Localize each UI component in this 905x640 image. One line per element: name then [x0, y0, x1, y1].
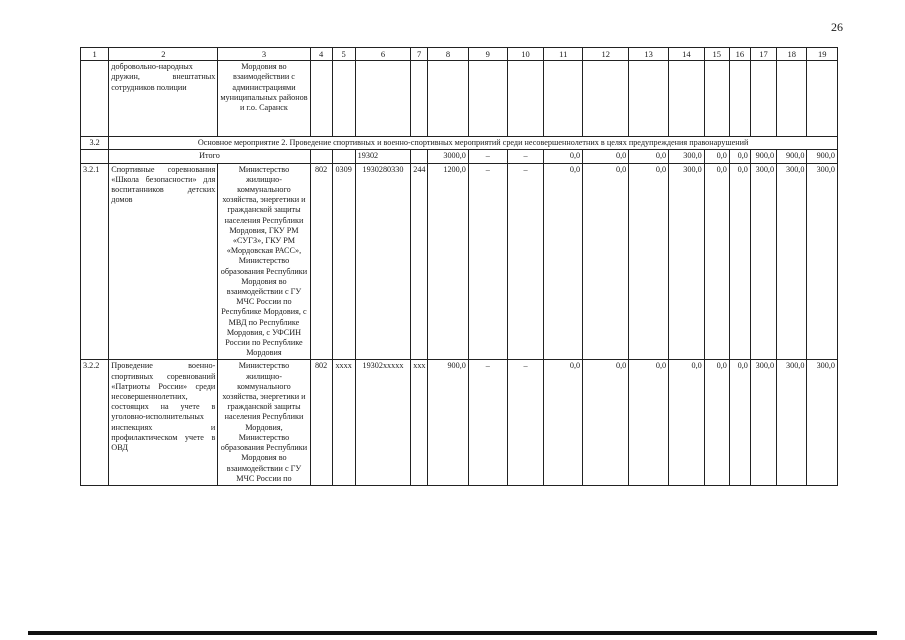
empty-cell — [583, 61, 629, 137]
value-cell: 0,0 — [629, 360, 669, 485]
empty-cell — [507, 61, 544, 137]
empty-cell — [669, 61, 705, 137]
column-number: 14 — [669, 48, 705, 61]
code-cell: хххх — [332, 360, 355, 485]
activity-name-cell: Проведение военно-спортивных соревнований «Патриоты России» среди несовершеннолетних, состоящих на учете в уголовно-исполнительных инспекциях и профилактическом учете в ОВД — [109, 360, 218, 485]
column-number: 4 — [310, 48, 332, 61]
total-value: 0,0 — [729, 150, 750, 163]
code-cell: 802 — [310, 163, 332, 360]
table-row — [81, 360, 838, 485]
total-code: 19302 — [355, 150, 411, 163]
column-number: 10 — [507, 48, 544, 61]
column-number: 11 — [544, 48, 583, 61]
column-number: 9 — [468, 48, 507, 61]
code-cell: 0309 — [332, 163, 355, 360]
value-cell: 300,0 — [777, 163, 807, 360]
total-value: 0,0 — [544, 150, 583, 163]
total-label: Итого — [109, 150, 310, 163]
executor-cell: Министерство жилищно-коммунального хозяйства, энергетики и гражданской защиты населения Республики Мордовия, ГКУ РМ «СУГЗ», ГКУ РМ «Мордовская РАСС», Министерство образования Республики Мордовия во взаимодействии с ГУ МЧС России по Республике Мордовия, с МВД по Республике Мордовия, с УФСИН России по Республике Мордовия — [218, 163, 310, 360]
value-cell: 0,0 — [583, 163, 629, 360]
code-cell: 1930280330 — [355, 163, 411, 360]
activity-name-cell: добровольно-народных дружин, внештатных сотрудников полиции — [109, 61, 218, 137]
empty-cell — [332, 150, 355, 163]
column-number: 16 — [729, 48, 750, 61]
column-number: 13 — [629, 48, 669, 61]
value-cell: 300,0 — [669, 163, 705, 360]
page-number: 26 — [831, 20, 843, 34]
empty-cell — [332, 61, 355, 137]
value-cell: 300,0 — [750, 163, 776, 360]
section-title: Основное мероприятие 2. Проведение спортивных и военно-спортивных мероприятий среди несовершеннолетних в целях предупреждения правонарушений — [109, 137, 838, 150]
column-number: 5 — [332, 48, 355, 61]
value-cell: 300,0 — [807, 163, 838, 360]
total-value: 0,0 — [583, 150, 629, 163]
column-number: 3 — [218, 48, 310, 61]
total-value: 0,0 — [704, 150, 729, 163]
total-value: 900,0 — [807, 150, 838, 163]
value-cell: – — [507, 360, 544, 485]
total-value: 900,0 — [777, 150, 807, 163]
total-value: 3000,0 — [428, 150, 469, 163]
value-cell: 300,0 — [777, 360, 807, 485]
value-cell: 0,0 — [669, 360, 705, 485]
column-number: 19 — [807, 48, 838, 61]
value-cell: 0,0 — [704, 163, 729, 360]
total-row — [81, 150, 838, 163]
budget-table — [80, 47, 838, 486]
value-cell: 0,0 — [544, 163, 583, 360]
continued-row — [81, 61, 838, 137]
empty-cell — [310, 61, 332, 137]
empty-cell — [81, 150, 109, 163]
column-number: 1 — [81, 48, 109, 61]
empty-cell — [428, 61, 469, 137]
row-num: 3.2.2 — [81, 360, 109, 485]
code-cell: 19302ххххх — [355, 360, 411, 485]
empty-cell — [629, 61, 669, 137]
column-number: 12 — [583, 48, 629, 61]
empty-cell — [355, 61, 411, 137]
table-row — [81, 163, 838, 360]
activity-name-cell: Спортивные соревнования «Школа безопасности» для воспитанников детских домов — [109, 163, 218, 360]
section-num: 3.2 — [81, 137, 109, 150]
total-value: 900,0 — [750, 150, 776, 163]
executor-cell: Мордовия во взаимодействии с администрациями муниципальных районов и г.о. Саранск — [218, 61, 310, 137]
value-cell: 900,0 — [428, 360, 469, 485]
section-header-row — [81, 137, 838, 150]
total-value: 0,0 — [629, 150, 669, 163]
empty-cell — [807, 61, 838, 137]
code-cell: 802 — [310, 360, 332, 485]
column-number: 8 — [428, 48, 469, 61]
column-number-row — [81, 48, 838, 61]
empty-cell — [468, 61, 507, 137]
executor-cell: Министерство жилищно-коммунального хозяйства, энергетики и гражданской защиты населения Республики Мордовия, Министерство образования Республики Мордовия во взаимодействии с ГУ МЧС России по — [218, 360, 310, 485]
empty-cell — [544, 61, 583, 137]
empty-cell — [411, 150, 428, 163]
empty-cell — [750, 61, 776, 137]
value-cell: – — [468, 360, 507, 485]
scan-border-line — [28, 631, 877, 635]
value-cell: 0,0 — [544, 360, 583, 485]
value-cell: 1200,0 — [428, 163, 469, 360]
empty-cell — [704, 61, 729, 137]
value-cell: 300,0 — [807, 360, 838, 485]
code-cell: ххх — [411, 360, 428, 485]
code-cell: 244 — [411, 163, 428, 360]
value-cell: 0,0 — [729, 360, 750, 485]
column-number: 6 — [355, 48, 411, 61]
value-cell: 0,0 — [583, 360, 629, 485]
value-cell: 0,0 — [729, 163, 750, 360]
total-value: – — [507, 150, 544, 163]
value-cell: – — [507, 163, 544, 360]
value-cell: 300,0 — [750, 360, 776, 485]
column-number: 7 — [411, 48, 428, 61]
total-value: – — [468, 150, 507, 163]
empty-cell — [310, 150, 332, 163]
value-cell: – — [468, 163, 507, 360]
value-cell: 0,0 — [704, 360, 729, 485]
column-number: 15 — [704, 48, 729, 61]
column-number: 2 — [109, 48, 218, 61]
value-cell: 0,0 — [629, 163, 669, 360]
total-value: 300,0 — [669, 150, 705, 163]
column-number: 18 — [777, 48, 807, 61]
empty-cell — [729, 61, 750, 137]
empty-cell — [777, 61, 807, 137]
row-num: 3.2.1 — [81, 163, 109, 360]
row-num-cell — [81, 61, 109, 137]
empty-cell — [411, 61, 428, 137]
column-number: 17 — [750, 48, 776, 61]
